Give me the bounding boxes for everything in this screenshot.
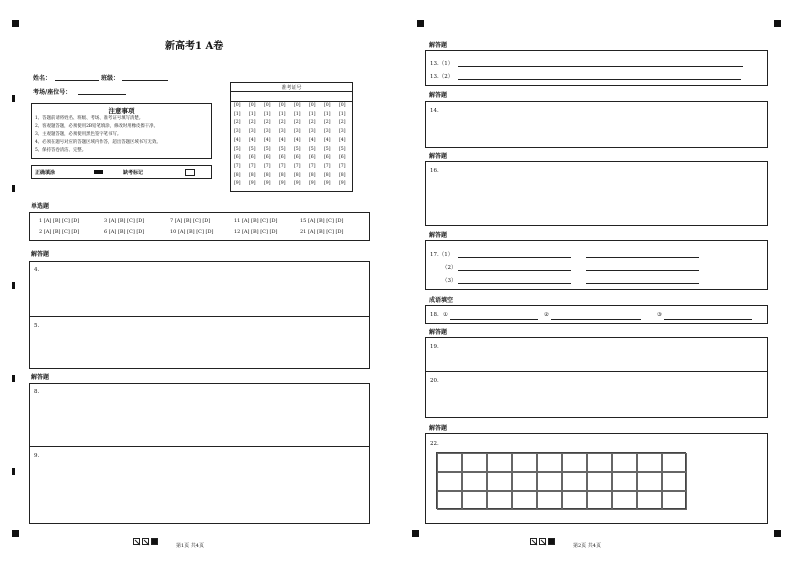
- ticket-digit-bubble[interactable]: [0]: [294, 103, 301, 108]
- ticket-digit-bubble[interactable]: [6]: [339, 155, 346, 161]
- essay-grid-cell[interactable]: [512, 472, 537, 491]
- answer-line[interactable]: [586, 257, 699, 258]
- ticket-digit-bubble[interactable]: [6]: [324, 155, 331, 161]
- ticket-digit-bubble[interactable]: [6]: [309, 155, 316, 161]
- ticket-digit-bubble[interactable]: [6]: [294, 155, 301, 161]
- side-mark-2: [12, 185, 15, 192]
- answer-line[interactable]: [586, 270, 699, 271]
- ticket-digit-bubble[interactable]: [4]: [234, 137, 241, 143]
- question-13-1-label: 13.（1）: [430, 61, 454, 67]
- question-4-label: 4.: [34, 267, 40, 273]
- blank-3-marker: ③: [657, 312, 662, 318]
- question-17-2-label: （2）: [442, 265, 457, 271]
- ticket-digit-bubble[interactable]: [3]: [249, 129, 256, 135]
- notice-item: 4、必须在题号对应的答题区域内作答，超出答题区域书写无效。: [35, 140, 161, 145]
- essay-grid-cell[interactable]: [512, 491, 537, 510]
- question-19-label: 19.: [430, 344, 439, 350]
- choice-q2[interactable]: 2 [A] [B] [C] [D]: [39, 229, 80, 235]
- divider: [30, 446, 369, 447]
- filled-box-icon: [151, 538, 158, 545]
- ticket-digit-bubble[interactable]: [8]: [309, 172, 316, 178]
- ticket-digit-bubble[interactable]: [0]: [234, 103, 241, 108]
- blank-2-marker: ②: [544, 312, 549, 318]
- ticket-digit-bubble[interactable]: [1]: [249, 111, 256, 117]
- answer-line[interactable]: [458, 270, 571, 271]
- ticket-digit-bubble[interactable]: [0]: [264, 103, 271, 108]
- page1-footer: 第1页 共4页: [176, 543, 204, 549]
- essay-grid-cell[interactable]: [662, 491, 687, 510]
- fill-legend-box: [31, 165, 212, 179]
- ticket-digit-bubble[interactable]: [6]: [234, 155, 241, 161]
- essay-grid-cell[interactable]: [587, 453, 612, 472]
- correct-fill-sample: [94, 170, 103, 174]
- question-13-2-label: 13.（2）: [430, 74, 454, 80]
- ticket-digit-bubble[interactable]: [1]: [324, 111, 331, 117]
- ticket-digit-bubble[interactable]: [8]: [234, 172, 241, 178]
- idiom-heading: 成语填空: [429, 297, 454, 304]
- missing-mark-checkbox[interactable]: [185, 169, 195, 176]
- essay-grid-cell[interactable]: [637, 491, 662, 510]
- ticket-digit-bubble[interactable]: [4]: [324, 137, 331, 143]
- essay-grid-cell[interactable]: [437, 491, 462, 510]
- choice-q3[interactable]: 3 [A] [B] [C] [D]: [104, 218, 145, 224]
- ticket-digit-bubble[interactable]: [8]: [279, 172, 286, 178]
- ticket-digit-bubble[interactable]: [5]: [264, 146, 271, 152]
- essay-grid-cell[interactable]: [537, 453, 562, 472]
- question-20-label: 20.: [430, 378, 439, 384]
- ticket-digit-bubble[interactable]: [7]: [249, 163, 256, 169]
- question-18-label: 18.: [430, 312, 439, 318]
- single-choice-heading: 单选题: [31, 203, 50, 210]
- answer-area-4-5[interactable]: [29, 261, 370, 369]
- essay-grid-cell[interactable]: [562, 472, 587, 491]
- ticket-digit-bubble[interactable]: [5]: [234, 146, 241, 152]
- ticket-digit-bubble[interactable]: [8]: [294, 172, 301, 178]
- answer-area-19[interactable]: [425, 337, 768, 372]
- answer-heading: 解答题: [31, 251, 50, 258]
- answer-heading: 解答题: [429, 232, 448, 239]
- essay-grid-cell[interactable]: [437, 472, 462, 491]
- name-field[interactable]: [55, 80, 99, 81]
- ticket-digit-bubble[interactable]: [2]: [234, 120, 241, 126]
- question-16-label: 16.: [430, 168, 439, 174]
- ticket-digit-bubble[interactable]: [9]: [324, 181, 331, 187]
- ticket-number-box: [230, 82, 353, 192]
- ticket-digit-bubble[interactable]: [7]: [309, 163, 316, 169]
- room-seat-label: 考场/座位号：: [33, 89, 72, 96]
- page2-footer: 第2页 共4页: [573, 543, 601, 549]
- essay-grid-cell[interactable]: [537, 491, 562, 510]
- essay-grid-cell[interactable]: [462, 491, 487, 510]
- question-5-label: 5.: [34, 323, 40, 329]
- choice-q15[interactable]: 15 [A] [B] [C] [D]: [300, 218, 344, 224]
- answer-area-8-9[interactable]: [29, 383, 370, 524]
- essay-grid-cell[interactable]: [662, 453, 687, 472]
- answer-area-20[interactable]: [425, 371, 768, 418]
- essay-grid-cell[interactable]: [612, 453, 637, 472]
- question-9-label: 9.: [34, 453, 40, 459]
- notice-item: 1、答题前请将姓名、班级、考场、准考证号填写清楚。: [35, 116, 144, 121]
- answer-line[interactable]: [458, 283, 571, 284]
- side-mark-1: [12, 95, 15, 102]
- essay-grid-cell[interactable]: [537, 472, 562, 491]
- ticket-digit-bubble[interactable]: [9]: [309, 181, 316, 187]
- choice-q10[interactable]: 10 [A] [B] [C] [D]: [170, 229, 214, 235]
- ticket-digit-bubble[interactable]: [9]: [279, 181, 286, 187]
- answer-area-16[interactable]: [425, 161, 768, 226]
- essay-grid-cell[interactable]: [612, 472, 637, 491]
- ticket-digit-bubble[interactable]: [1]: [339, 111, 346, 117]
- essay-grid-cell[interactable]: [487, 491, 512, 510]
- essay-grid-cell[interactable]: [637, 472, 662, 491]
- page2-footer-marks: [530, 531, 557, 550]
- essay-grid-cell[interactable]: [462, 453, 487, 472]
- ticket-digit-bubble[interactable]: [4]: [264, 137, 271, 143]
- choice-q6[interactable]: 6 [A] [B] [C] [D]: [104, 229, 145, 235]
- answer-line[interactable]: [458, 66, 743, 67]
- notice-item: 3、主观题答题，必须使用黑色签字笔书写。: [35, 132, 122, 137]
- answer-line[interactable]: [664, 319, 752, 320]
- ticket-digit-bubble[interactable]: [0]: [324, 103, 331, 108]
- ticket-digit-bubble[interactable]: [2]: [249, 120, 256, 126]
- choice-q1[interactable]: 1 [A] [B] [C] [D]: [39, 218, 80, 224]
- essay-grid-cell[interactable]: [437, 453, 462, 472]
- ticket-digit-bubble[interactable]: [8]: [339, 172, 346, 178]
- choice-q12[interactable]: 12 [A] [B] [C] [D]: [234, 229, 278, 235]
- slash-box-icon: [539, 538, 546, 545]
- blank-1-marker: ①: [443, 312, 448, 318]
- essay-grid-cell[interactable]: [662, 472, 687, 491]
- ticket-digit-bubble[interactable]: [5]: [294, 146, 301, 152]
- question-22-label: 22.: [430, 441, 439, 447]
- answer-heading: 解答题: [429, 425, 448, 432]
- answer-area-13[interactable]: [425, 50, 768, 86]
- ticket-digit-bubble[interactable]: [3]: [339, 129, 346, 135]
- ticket-digit-bubble[interactable]: [5]: [309, 146, 316, 152]
- essay-grid-cell[interactable]: [487, 472, 512, 491]
- answer-area-18[interactable]: [425, 305, 768, 324]
- divider: [30, 316, 369, 317]
- ticket-digit-bubble[interactable]: [6]: [249, 155, 256, 161]
- ticket-digit-bubble[interactable]: [7]: [294, 163, 301, 169]
- ticket-digit-bubble[interactable]: [2]: [279, 120, 286, 126]
- slash-box-icon: [142, 538, 149, 545]
- answer-line[interactable]: [450, 319, 538, 320]
- answer-heading: 解答题: [31, 374, 50, 381]
- ticket-digit-bubble[interactable]: [1]: [279, 111, 286, 117]
- ticket-digit-bubble[interactable]: [2]: [324, 120, 331, 126]
- question-8-label: 8.: [34, 389, 40, 395]
- ticket-digit-bubble[interactable]: [7]: [264, 163, 271, 169]
- class-field[interactable]: [122, 80, 168, 81]
- question-17-3-label: （3）: [442, 278, 457, 284]
- side-mark-5: [12, 468, 15, 475]
- question-14-label: 14.: [430, 108, 439, 114]
- ticket-digit-bubble[interactable]: [3]: [309, 129, 316, 135]
- center-mark-bottom: [412, 530, 419, 537]
- notice-item: 2、客观题答题，必须使用2B铅笔填涂，修改时用橡皮擦干净。: [35, 124, 158, 129]
- choice-q11[interactable]: 11 [A] [B] [C] [D]: [234, 218, 278, 224]
- essay-grid-cell[interactable]: [487, 453, 512, 472]
- page1-footer-marks: [133, 531, 160, 550]
- side-mark-4: [12, 375, 15, 382]
- ticket-digit-bubble[interactable]: [3]: [234, 129, 241, 135]
- correct-fill-label: 正确填涂: [35, 170, 56, 176]
- ticket-digit-bubble[interactable]: [6]: [279, 155, 286, 161]
- ticket-digit-bubble[interactable]: [0]: [339, 103, 346, 108]
- single-choice-box: [29, 212, 370, 241]
- ticket-digit-bubble[interactable]: [5]: [339, 146, 346, 152]
- notice-box: [31, 103, 212, 159]
- answer-heading: 解答题: [429, 92, 448, 99]
- answer-heading: 解答题: [429, 329, 448, 336]
- answer-area-22[interactable]: [425, 433, 768, 524]
- ticket-digit-bubble[interactable]: [4]: [249, 137, 256, 143]
- ticket-digit-bubble[interactable]: [7]: [324, 163, 331, 169]
- ticket-digit-bubble[interactable]: [5]: [279, 146, 286, 152]
- ticket-digit-bubble[interactable]: [4]: [309, 137, 316, 143]
- ticket-digit-bubble[interactable]: [4]: [294, 137, 301, 143]
- essay-grid-cell[interactable]: [587, 472, 612, 491]
- choice-q21[interactable]: 21 [A] [B] [C] [D]: [300, 229, 344, 235]
- side-mark-3: [12, 282, 15, 289]
- choice-q7[interactable]: 7 [A] [B] [C] [D]: [170, 218, 211, 224]
- ticket-digit-bubble[interactable]: [2]: [294, 120, 301, 126]
- essay-grid-cell[interactable]: [512, 453, 537, 472]
- answer-area-17[interactable]: [425, 240, 768, 290]
- question-17-1-label: 17.（1）: [430, 252, 454, 258]
- slash-box-icon: [530, 538, 537, 545]
- answer-area-14[interactable]: [425, 101, 768, 148]
- ticket-digit-bubble[interactable]: [1]: [234, 111, 241, 117]
- ticket-digit-bubble[interactable]: [2]: [309, 120, 316, 126]
- ticket-digit-bubble[interactable]: [1]: [264, 111, 271, 117]
- ticket-digit-bubble[interactable]: [9]: [264, 181, 271, 187]
- answer-line[interactable]: [458, 79, 741, 80]
- ticket-digit-bubble[interactable]: [1]: [309, 111, 316, 117]
- ticket-digit-bubble[interactable]: [4]: [339, 137, 346, 143]
- corner-mark-bl: [12, 530, 19, 537]
- ticket-digit-bubble[interactable]: [9]: [339, 181, 346, 187]
- essay-grid-cell[interactable]: [562, 491, 587, 510]
- name-label: 姓名：: [33, 75, 52, 82]
- ticket-digit-bubble[interactable]: [3]: [324, 129, 331, 135]
- ticket-digit-bubble[interactable]: [0]: [249, 103, 256, 108]
- essay-grid[interactable]: [436, 452, 686, 509]
- ticket-digit-bubble[interactable]: [3]: [294, 129, 301, 135]
- ticket-digit-bubble[interactable]: [0]: [309, 103, 316, 108]
- answer-heading: 解答题: [429, 153, 448, 160]
- answer-line[interactable]: [551, 319, 641, 320]
- ticket-digit-bubble[interactable]: [2]: [264, 120, 271, 126]
- ticket-number-title: 准考证号: [281, 85, 302, 91]
- essay-grid-cell[interactable]: [612, 491, 637, 510]
- ticket-digit-bubble[interactable]: [9]: [234, 181, 241, 187]
- corner-mark-tr: [774, 20, 781, 27]
- ticket-digit-bubble[interactable]: [2]: [339, 120, 346, 126]
- ticket-digit-bubble[interactable]: [8]: [324, 172, 331, 178]
- ticket-digit-bubble[interactable]: [6]: [264, 155, 271, 161]
- ticket-digit-bubble[interactable]: [0]: [279, 103, 286, 108]
- essay-grid-cell[interactable]: [562, 453, 587, 472]
- answer-heading: 解答题: [429, 42, 448, 49]
- slash-box-icon: [133, 538, 140, 545]
- ticket-digit-bubble[interactable]: [8]: [249, 172, 256, 178]
- ticket-digit-bubble[interactable]: [4]: [279, 137, 286, 143]
- essay-grid-cell[interactable]: [462, 472, 487, 491]
- ticket-digit-bubble[interactable]: [3]: [264, 129, 271, 135]
- filled-box-icon: [548, 538, 555, 545]
- ticket-digit-bubble[interactable]: [8]: [264, 172, 271, 178]
- corner-mark-tl: [12, 20, 19, 27]
- answer-line[interactable]: [586, 283, 699, 284]
- room-seat-field[interactable]: [78, 94, 126, 95]
- ticket-digit-bubble[interactable]: [3]: [279, 129, 286, 135]
- answer-line[interactable]: [458, 257, 571, 258]
- ticket-digit-bubble[interactable]: [5]: [324, 146, 331, 152]
- essay-grid-cell[interactable]: [637, 453, 662, 472]
- ticket-digit-bubble[interactable]: [7]: [234, 163, 241, 169]
- ticket-digit-grid: [231, 103, 352, 191]
- ticket-digit-bubble[interactable]: [9]: [294, 181, 301, 187]
- center-mark-top: [417, 20, 424, 27]
- class-label: 班级：: [101, 75, 120, 82]
- ticket-digit-bubble[interactable]: [5]: [249, 146, 256, 152]
- missing-mark-label: 缺考标记: [123, 170, 144, 176]
- page-title: 新高考1 A卷: [165, 41, 224, 52]
- essay-grid-cell[interactable]: [587, 491, 612, 510]
- ticket-digit-bubble[interactable]: [7]: [339, 163, 346, 169]
- ticket-number-write-row[interactable]: [231, 91, 352, 102]
- ticket-digit-bubble[interactable]: [7]: [279, 163, 286, 169]
- notice-title: 注意事项: [108, 107, 135, 115]
- notice-item: 5、保持答卷清洁、完整。: [35, 148, 87, 153]
- ticket-digit-bubble[interactable]: [9]: [249, 181, 256, 187]
- corner-mark-br: [774, 530, 781, 537]
- ticket-digit-bubble[interactable]: [1]: [294, 111, 301, 117]
